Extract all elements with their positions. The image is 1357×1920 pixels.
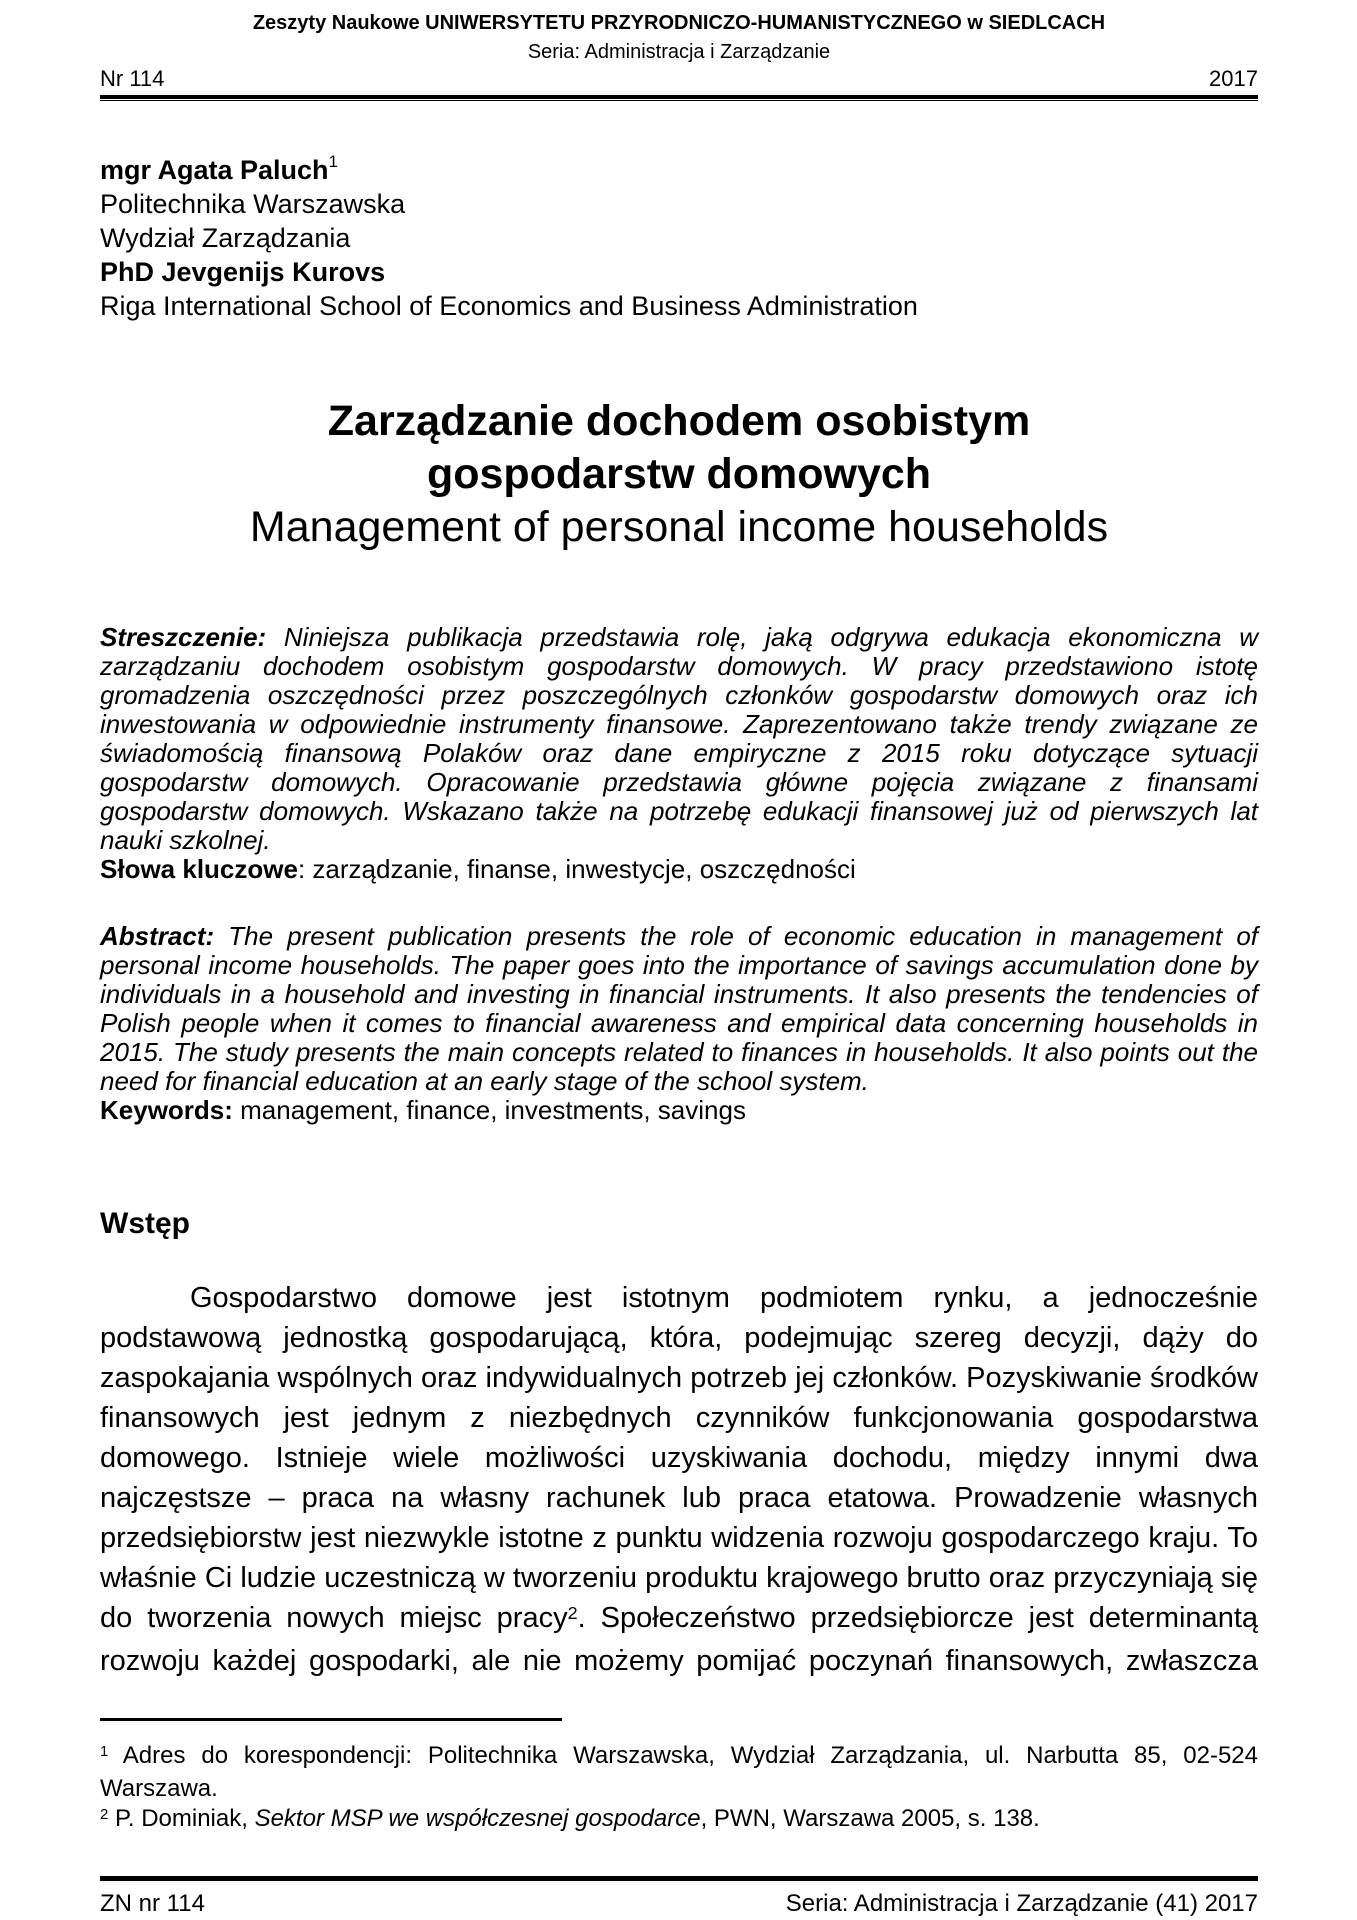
footer-issue: ZN nr 114 [100,1890,205,1917]
footnote-separator-rule [100,1718,562,1721]
abstract-text: The present publication presents the role of economic education in management of personal income households. The paper goes into the importance of savings accumulation done by individuals in a household and investing in financial instruments. It also presents the tendencies of Polish people when it comes to financial awareness and empirical data concerning households in 2015. The study presents the main concepts related to finances in households. It also points out the need for financial education at an early stage of the school system. [100,921,1258,1096]
section-heading-wstep: Wstęp [100,1207,190,1240]
streszczenie-text: Niniejsza publikacja przedstawia rolę, jaką odgrywa edukacja ekonomiczna w zarządzaniu dochodem osobistym gospodarstw domowych. W pracy przedstawiono istotę gromadzenia oszczędności przez poszczególnych członków gospodarstw domowych oraz ich inwestowania w odpowiednie instrumenty finansowe. Zaprezentowano także trendy związane ze świadomością finansową Polaków oraz dane empiryczne z 2015 roku dotyczące sytuacji gospodarstw domowych. Opracowanie przedstawia główne pojęcia związane z finansami gospodarstw domowych. Wskazano także na potrzebę edukacji finansowej już od pierwszych lat nauki szkolnej. [100,622,1258,855]
journal-title: Zeszyty Naukowe UNIWERSYTETU PRZYRODNICZO-HUMANISTYCZNEGO w SIEDLCACH [252,12,1106,34]
author-name-2: PhD Jevgenijs Kurovs [100,257,386,287]
author-name-1-text: mgr Agata Paluch [100,155,329,185]
issue-row [100,66,1258,92]
author-affiliation-3: Riga International School of Economics and Business Administration [100,291,918,321]
keywords-label: Keywords: [100,1095,233,1125]
keywords-values: management, finance, investments, savings [232,1095,746,1125]
footnote-1-marker: 1 [100,1744,109,1761]
footer-series: Seria: Administracja i Zarządzanie (41) 2017 [785,1890,1258,1917]
header-rule-thin [100,100,1258,101]
footer-rule [100,1876,1258,1881]
article-title-block [100,395,1258,554]
footnote-ref-2: 2 [567,1602,578,1623]
keywords-line [100,1096,1258,1125]
issue-number: Nr 114 [100,66,165,91]
article-title-pl-line1: Zarządzanie dochodem osobistym [327,397,1031,445]
streszczenie-block [100,623,1258,884]
journal-header [100,8,1258,101]
header-rule-thick [100,95,1258,99]
author-affiliation-2: Wydział Zarządzania [100,223,351,253]
author-footnote-marker: 1 [328,152,338,171]
footnote-2-marker: 2 [100,1807,109,1824]
footnote-2-text-post: , PWN, Warszawa 2005, s. 138. [700,1805,1040,1832]
article-title-pl-line2: gospodarstw domowych [426,450,932,498]
article-title-en: Management of personal income households [249,503,1109,551]
footnote-1 [100,1741,1258,1804]
issue-year: 2017 [1209,66,1258,91]
slowa-kluczowe-label: Słowa kluczowe [100,854,298,884]
footnote-2 [100,1804,1258,1837]
intro-paragraph [100,1278,1258,1681]
author-name-1 [100,147,1258,187]
footer-row [100,1891,1258,1917]
streszczenie-paragraph [100,623,1258,855]
footnote-2-text-pre: P. Dominiak, [108,1805,255,1832]
abstract-label: Abstract: [100,921,215,951]
header-rule [100,95,1258,101]
page-footer [100,1876,1258,1917]
abstract-block [100,922,1258,1125]
author-affiliation-1: Politechnika Warszawska [100,189,406,219]
abstract-paragraph [100,922,1258,1096]
slowa-kluczowe-values: : zarządzanie, finanse, inwestycje, oszczędności [297,854,856,884]
slowa-kluczowe-line [100,855,1258,884]
intro-text-after: . Społeczeństwo przedsiębiorcze jest determinantą rozwoju każdej gospodarki, ale nie możemy pomijać poczynań finansowych, zwłaszcza [100,1602,1259,1677]
journal-series: Seria: Administracja i Zarządzanie [527,41,831,63]
intro-text-before: Gospodarstwo domowe jest istotnym podmiotem rynku, a jednocześnie podstawową jednostką gospodarującą, która, podejmując szereg decyzji, dąży do zaspokajania wspólnych oraz indywidualnych potrzeb jej członków. Pozyskiwanie środków finansowych jest jednym z niezbędnych czynników funkcjonowania gospodarstwa domowego. Istnieje wiele możliwości uzyskiwania dochodu, między innymi dwa najczęstsze – praca na własny rachunek lub praca etatowa. Prowadzenie własnych przedsiębiorstw jest niezwykle istotne z punktu widzenia rozwoju gospodarczego kraju. To właśnie Ci ludzie uczestniczą w tworzeniu produktu krajowego brutto oraz przyczyniają się do tworzenia nowych miejsc pracy [100,1282,1258,1634]
footnote-2-book-title: Sektor MSP we współczesnej gospodarce [254,1805,701,1832]
streszczenie-label: Streszczenie: [100,622,267,652]
footnote-1-text: Adres do korespondencji: Politechnika Warszawska, Wydział Zarządzania, ul. Narbutta 85, 02-524 Warszawa. [100,1742,1258,1802]
footnote-area [100,1718,1258,1837]
author-block [100,147,1258,323]
